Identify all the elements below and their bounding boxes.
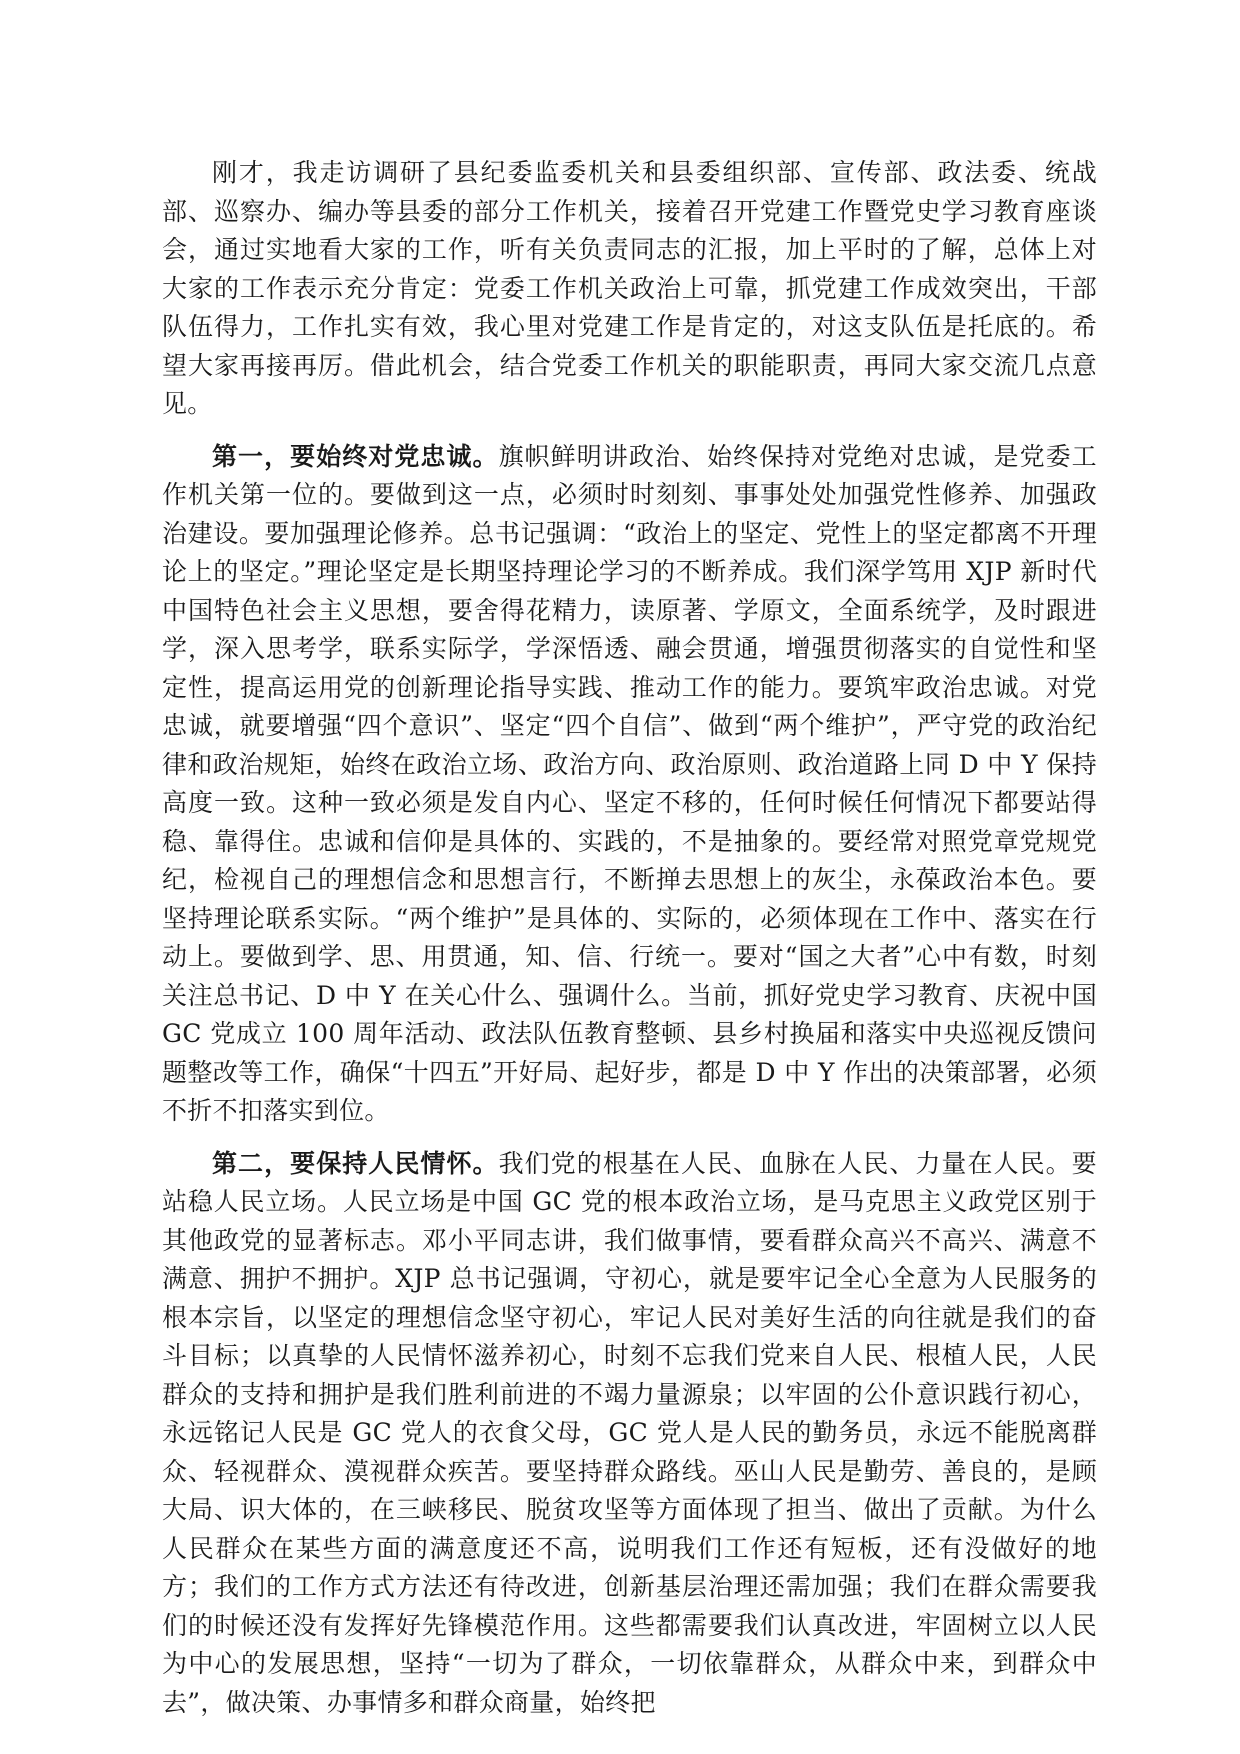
paragraph-people-heading: 第二，要保持人民情怀。: [212, 1148, 499, 1178]
paragraph-loyalty: [162, 438, 1097, 1131]
paragraph-loyalty-text: 旗帜鲜明讲政治、始终保持对党绝对忠诚，是党委工作机关第一位的。要做到这一点，必须时时刻刻、事事处处加强党性修养、加强政治建设。要加强理论修养。总书记强调：“政治上的坚定、党性上的坚定都离不开理论上的坚定。”理论坚定是长期坚持理论学习的不断养成。我们深学笃用 XJP 新时代中国特色社会主义思想，要舍得花精力，读原著、学原文，全面系统学，及时跟进学，深入思考学，联系实际学，学深悟透、融会贯通，增强贯彻落实的自觉性和坚定性，提高运用党的创新理论指导实践、推动工作的能力。要筑牢政治忠诚。对党忠诚，就要增强“四个意识”、坚定“四个自信”、做到“两个维护”，严守党的政治纪律和政治规矩，始终在政治立场、政治方向、政治原则、政治道路上同 D 中 Y 保持高度一致。这种一致必须是发自内心、坚定不移的，任何时候任何情况下都要站得稳、靠得住。忠诚和信仰是具体的、实践的，不是抽象的。要经常对照党章党规党纪，检视自己的理想信念和思想言行，不断掸去思想上的灰尘，永葆政治本色。要坚持理论联系实际。“两个维护”是具体的、实际的，必须体现在工作中、落实在行动上。要做到学、思、用贯通，知、信、行统一。要对“国之大者”心中有数，时刻关注总书记、D 中 Y 在关心什么、强调什么。当前，抓好党史学习教育、庆祝中国 GC 党成立 100 周年活动、政法队伍教育整顿、县乡村换届和落实中央巡视反馈问题整改等工作，确保“十四五”开好局、起好步，都是 D 中 Y 作出的决策部署，必须不折不扣落实到位。: [162, 441, 1097, 1125]
document-body: [162, 154, 1097, 1722]
paragraph-loyalty-heading: 第一，要始终对党忠诚。: [212, 441, 499, 471]
paragraph-intro-text: 刚才，我走访调研了县纪委监委机关和县委组织部、宣传部、政法委、统战部、巡察办、编办等县委的部分工作机关，接着召开党建工作暨党史学习教育座谈会，通过实地看大家的工作，听有关负责同志的汇报，加上平时的了解，总体上对大家的工作表示充分肯定：党委工作机关政治上可靠，抓党建工作成效突出，干部队伍得力，工作扎实有效，我心里对党建工作是肯定的，对这支队伍是托底的。希望大家再接再厉。借此机会，结合党委工作机关的职能职责，再同大家交流几点意见。: [162, 158, 1097, 418]
paragraph-people: [162, 1145, 1097, 1723]
paragraph-people-text: 我们党的根基在人民、血脉在人民、力量在人民。要站稳人民立场。人民立场是中国 GC 党的根本政治立场，是马克思主义政党区别于其他政党的显著标志。邓小平同志讲，我们做事情，要看群众高兴不高兴、满意不满意、拥护不拥护。XJP 总书记强调，守初心，就是要牢记全心全意为人民服务的根本宗旨，以坚定的理想信念坚守初心，牢记人民对美好生活的向往就是我们的奋斗目标；以真挚的人民情怀滋养初心，时刻不忘我们党来自人民、根植人民，人民群众的支持和拥护是我们胜利前进的不竭力量源泉；以牢固的公仆意识践行初心，永远铭记人民是 GC 党人的衣食父母，GC 党人是人民的勤务员，永远不能脱离群众、轻视群众、漠视群众疾苦。要坚持群众路线。巫山人民是勤劳、善良的，是顾大局、识大体的，在三峡移民、脱贫攻坚等方面体现了担当、做出了贡献。为什么人民群众在某些方面的满意度还不高，说明我们工作还有短板，还有没做好的地方；我们的工作方式方法还有待改进，创新基层治理还需加强；我们在群众需要我们的时候还没有发挥好先锋模范作用。这些都需要我们认真改进，牢固树立以人民为中心的发展思想，坚持“一切为了群众，一切依靠群众，从群众中来，到群众中去”，做决策、办事情多和群众商量，始终把: [162, 1148, 1097, 1717]
paragraph-intro: [162, 154, 1097, 424]
